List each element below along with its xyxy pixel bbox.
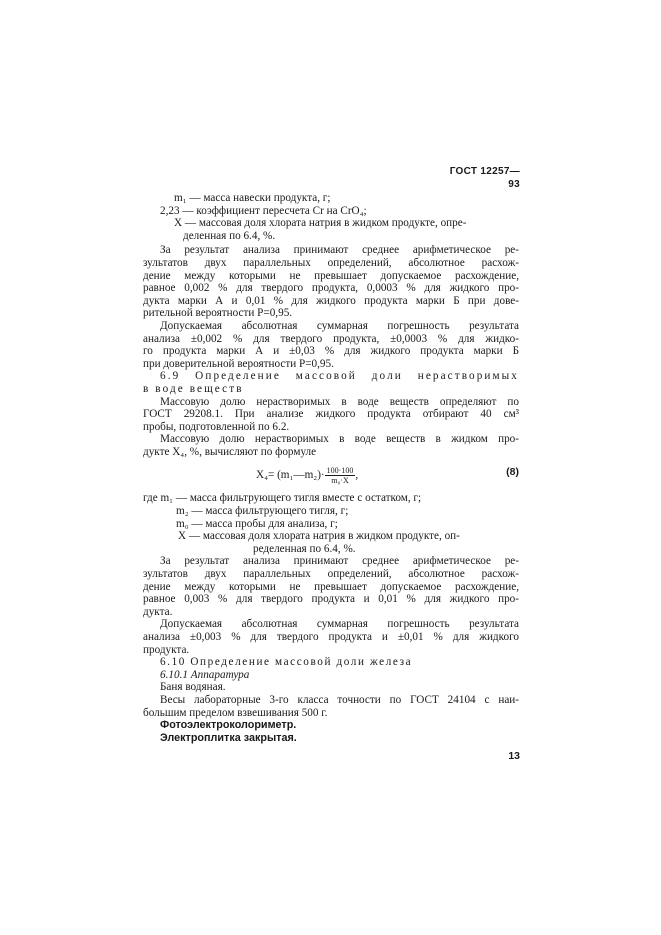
definitions-block-2 — [143, 492, 519, 555]
formula-tail: , — [355, 469, 359, 482]
text-line: анализа ±0,003 % для твердого продукта и ±0,01 % для жидкого — [143, 631, 519, 643]
definitions-block-1 — [143, 192, 519, 242]
text-line: анализа ±0,002 % для твердого продукта, ±0,0003 % для жидко- — [143, 332, 519, 345]
definition-m1: где m₁ — масса фильтрующего тигля вместе с остатком, г; — [143, 492, 422, 505]
paragraph-method — [143, 396, 519, 434]
text-line: дукта. — [143, 605, 173, 618]
paragraph-error-1 — [143, 320, 519, 370]
text-line: дение между которыми не превышает допускаемое расхождение, — [143, 269, 519, 282]
text-line: го продукта марки А и ±0,03 % для жидкого продукта марки Б — [143, 345, 519, 358]
text-line: За результат анализа принимают среднее арифметическое ре- — [160, 244, 519, 257]
paragraph-error-2 — [143, 618, 519, 656]
section-6-9-heading — [143, 370, 519, 395]
formula-fraction — [325, 466, 359, 486]
text-line: Весы лабораторные 3-го класса точности по ГОСТ 24104 с наи- — [160, 693, 519, 706]
paragraph-result-1 — [143, 244, 519, 320]
text-line: Массовую долю нерастворимых в воде веществ определяют по — [160, 395, 519, 408]
text-line: Допускаемая абсолютная суммарная погрешность результата — [160, 618, 519, 631]
text-line: равное 0,002 % для твердого продукта, 0,0003 % для жидкого про- — [143, 282, 519, 295]
text-line: Допускаемая абсолютная суммарная погрешность результата — [160, 319, 519, 332]
formula-8 — [143, 460, 519, 490]
equipment-item-photocolorimeter: Фотоэлектроколориметр. — [160, 719, 297, 732]
formula-lhs: X₄= (m₁—m₂)· — [256, 469, 325, 482]
definition-m1: m₁ — масса навески продукта, г; — [174, 192, 331, 204]
text-line: зультатов двух параллельных определений, абсолютное расхож- — [143, 256, 519, 269]
definition-m0: m₀ — масса пробы для анализа, г; — [176, 517, 338, 530]
page-content — [143, 192, 519, 744]
standard-header: ГОСТ 12257—93 — [449, 166, 520, 190]
text-line: дение между которыми не превышает допускаемое расхождение, — [143, 580, 519, 593]
definition-x-cont: деленная по 6.4, %. — [183, 229, 276, 242]
equipment-item-bath: Баня водяная. — [160, 681, 226, 694]
text-line: при доверительной вероятности P=0,95. — [143, 357, 334, 370]
text-line: большим пределом взвешивания 500 г. — [143, 706, 328, 719]
section-title-line: в воде веществ — [143, 382, 244, 395]
section-6-10-1-heading — [143, 669, 519, 682]
formula-numerator: 100·100 — [326, 466, 354, 476]
paragraph-formula-intro — [143, 433, 519, 458]
definition-x: X — массовая доля хлората натрия в жидком продукте, оп- — [178, 530, 460, 543]
equation-number: (8) — [506, 466, 519, 479]
definition-m2: m₂ — масса фильтрующего тигля, г; — [176, 505, 349, 518]
text-line: дукта марки А и 0,01 % для жидкого продукта марки Б при дове- — [143, 294, 519, 307]
text-line: равное 0,003 % для твердого продукта и 0,01 % для жидкого про- — [143, 593, 519, 606]
equipment-item-hotplate: Электроплитка закрытая. — [160, 731, 297, 744]
equipment-item-scales — [143, 694, 519, 719]
section-6-10-heading: 6.10 Определение массовой доли железа — [160, 656, 413, 669]
formula-expression — [256, 466, 358, 485]
text-line: рительной вероятности P=0,95. — [143, 307, 293, 320]
page-number: 13 — [508, 750, 520, 762]
subsection-title: 6.10.1 Аппаратура — [160, 668, 250, 681]
text-line: ГОСТ 29208.1. При анализе жидкого продукта отбирают 40 см³ — [143, 408, 519, 421]
definition-coefficient: 2,23 — коэффициент пересчета Cr на CrO₄; — [160, 204, 367, 217]
definition-x-cont: ределенная по 6.4, %. — [253, 542, 356, 555]
text-line: пробы, подготовленной по 6.2. — [143, 420, 290, 433]
text-line: За результат анализа принимают среднее арифметическое ре- — [160, 555, 519, 568]
text-line: Массовую долю нерастворимых в воде веществ в жидком про- — [160, 433, 519, 446]
section-title-line: 6.9 Определение массовой доли нерастворимых — [160, 370, 519, 383]
formula-denominator: m₀·X — [331, 476, 349, 486]
definition-x: X — массовая доля хлората натрия в жидком продукте, опре- — [174, 217, 467, 230]
text-line: продукта. — [143, 643, 190, 656]
text-line: дукте X₄, %, вычисляют по формуле — [143, 445, 317, 458]
paragraph-result-2 — [143, 555, 519, 618]
text-line: зультатов двух параллельных определений, абсолютное расхож- — [143, 568, 519, 581]
